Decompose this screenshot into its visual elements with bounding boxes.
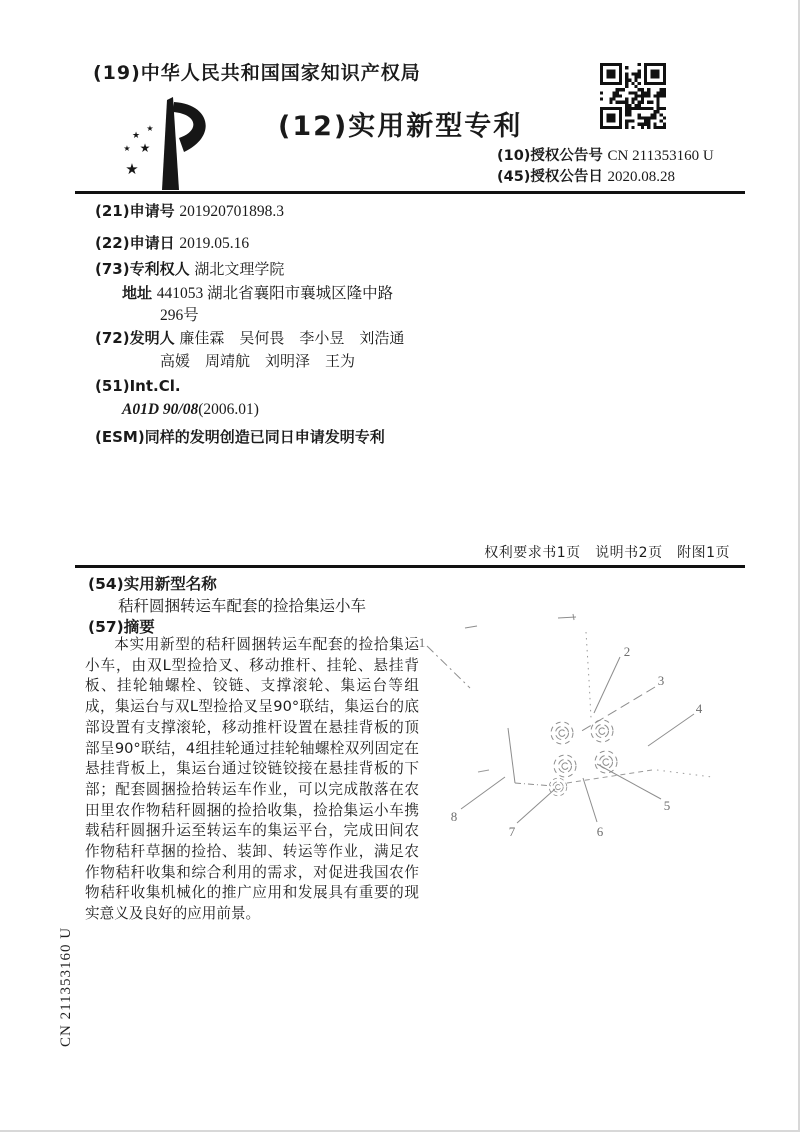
figure-label-2: 2 [623, 644, 631, 659]
patentee-row [95, 258, 284, 279]
application-number-value: 201920701898.3 [179, 203, 284, 220]
patentee-value: 湖北文理学院 [194, 260, 285, 278]
svg-text:★: ★ [146, 124, 154, 133]
publication-number-line [497, 146, 714, 167]
application-date-row [95, 232, 249, 253]
qr-code-image [600, 63, 666, 129]
cnipa-logo [110, 94, 238, 198]
intcl-class-value: A01D 90/08 [122, 401, 199, 418]
patent-title: 秸秆圆捆转运车配套的捡拾集运小车 [118, 597, 367, 615]
logo-stars [123, 124, 153, 178]
application-number-row [95, 200, 284, 221]
svg-text:★: ★ [139, 141, 151, 155]
address-value-line1: 441053 湖北省襄阳市襄城区隆中路 [156, 285, 394, 302]
intcl-row [95, 377, 181, 395]
svg-text:★: ★ [131, 131, 141, 141]
patentee-label: (73)专利权人 [95, 260, 190, 278]
inventors-line2: 高媛 周靖航 刘明泽 王为 [160, 352, 356, 370]
figure-label-8: 8 [450, 809, 458, 824]
figure-label-1: 1 [418, 635, 426, 650]
header-divider [75, 191, 745, 194]
publication-number-label: (10)授权公告号 [497, 148, 603, 164]
publication-date-line [497, 167, 714, 188]
address-row-2 [160, 303, 199, 325]
inventors-label: (72)发明人 [95, 329, 175, 347]
intcl-label: (51)Int.Cl. [95, 377, 181, 395]
figure-label-6: 6 [596, 824, 604, 839]
figure-label-7: 7 [508, 824, 516, 839]
section-divider [75, 565, 745, 568]
title-section-label: (54)实用新型名称 [88, 575, 217, 593]
figure-label-3: 3 [657, 673, 665, 688]
publication-number-value: CN 211353160 U [607, 148, 714, 164]
side-document-number: CN 211353160 U [58, 926, 74, 1047]
publication-info [497, 146, 714, 188]
cnipa-logo-image [110, 94, 238, 198]
abstract-text: 本实用新型的秸秆圆捆转运车配套的捡拾集运小车，由双L型捡拾叉、移动推杆、挂轮、悬挂背板、挂轮轴螺栓、铰链、支撑滚轮、集运台等组成，集运台与双L型捡拾叉呈90°联结，集运台的底部设置有支撑滚轮，移动推杆设置在悬挂背板的顶部呈90°联结，4组挂轮通过挂轮轴螺栓双列固定在悬挂背板上，集运台通过铰链铰接在悬挂背板的下部；配套圆捆捡拾转运车作业，可以完成散落在农田里农作物秸秆圆捆的捡拾收集，捡拾集运小车携载秸秆圆捆升运至转运车的集运平台，完成田间农作物秸秆草捆的捡拾、装卸、转运等作业，满足农作物秸秆收集和综合利用的需求，对促进我国农作物秸秆收集机械化的推广应用和发展具有重要的现实意义及良好的应用前景。 [85, 636, 419, 923]
patent-drawing-image [413, 610, 753, 865]
svg-text:★: ★ [125, 160, 139, 178]
application-date-label: (22)申请日 [95, 234, 175, 252]
intcl-class-row [122, 400, 259, 419]
svg-text:★: ★ [123, 144, 131, 153]
inventors-row-2 [160, 350, 355, 371]
inventors-row [95, 327, 404, 348]
abstract-section-label: (57)摘要 [88, 618, 155, 636]
publication-date-label: (45)授权公告日 [497, 169, 603, 185]
figure-label-5: 5 [663, 798, 671, 813]
intcl-version-value: (2006.01) [198, 401, 259, 418]
address-row [122, 281, 393, 303]
inventors-line1: 廉佳霖 吴何畏 李小昱 刘浩通 [179, 329, 405, 347]
qr-code [600, 63, 666, 129]
address-label: 地址 [122, 284, 153, 302]
figure-label-4: 4 [695, 701, 703, 716]
document-type-title: (12)实用新型专利 [278, 111, 523, 142]
esm-note-row [95, 426, 385, 447]
application-date-value: 2019.05.16 [179, 235, 250, 252]
esm-note: (ESM)同样的发明创造已同日申请发明专利 [95, 428, 385, 446]
issuing-office: (19)中华人民共和国国家知识产权局 [93, 62, 421, 84]
publication-date-value: 2020.08.28 [607, 169, 676, 185]
application-number-label: (21)申请号 [95, 202, 175, 220]
patent-drawing [413, 610, 753, 865]
document-pages-info: 权利要求书1页 说明书2页 附图1页 [484, 545, 730, 561]
address-value-line2: 296号 [160, 307, 199, 324]
